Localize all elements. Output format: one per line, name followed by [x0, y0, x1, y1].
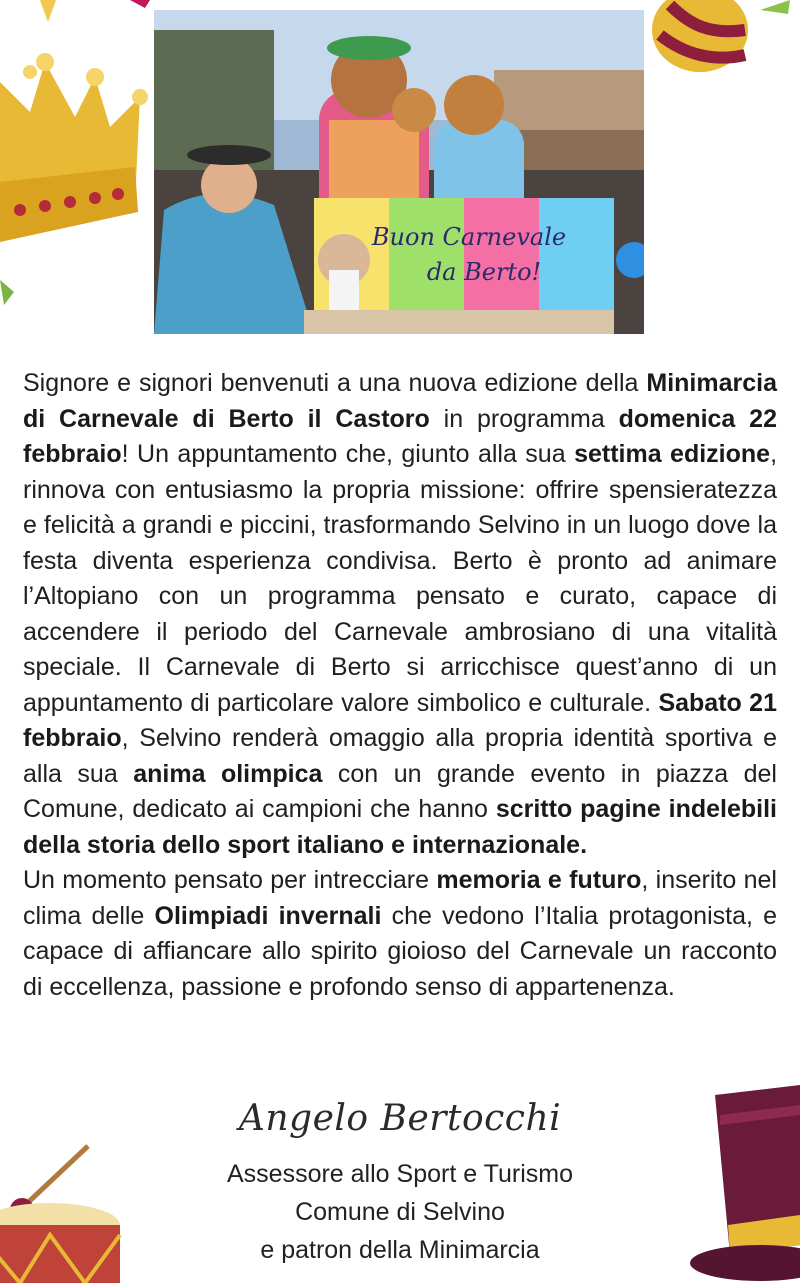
text-run: con un grande evento in piazza del Comune, dedicato ai campioni che hanno: [23, 759, 777, 823]
signature-role-line2: Comune di Selvino: [295, 1198, 505, 1226]
crown-icon: [0, 52, 150, 252]
signature-role-line1: Assessore allo Sport e Turismo: [227, 1160, 573, 1188]
drum-icon: [0, 1140, 150, 1283]
text-run: , Selvino renderà omaggio alla propria identità sportiva e alla sua: [23, 724, 777, 788]
text-run: ! Un appuntamento che, giunto alla sua: [121, 440, 575, 468]
text-run: , rinnova con entusiasmo la propria missione: offrire spensieratezza e felicità a grandi e piccini, trasformando Selvino in un luogo dove la festa diventa esperienza condivisa. Berto è pronto ad animare l’Altopiano con un programma pensato e curato, capace di accendere il periodo del Carnevale ambrosiano di una vitalità speciale. Il Carnevale di Berto si arricchisce quest’anno di un appuntamento di particolare valore simbolico e culturale.: [23, 440, 778, 717]
text-run-bold: Sabato 21 febbraio: [23, 688, 777, 752]
maraca-icon: [650, 0, 760, 80]
text-run-bold: Minimarcia di Carnevale di Berto il Castoro: [23, 369, 777, 433]
signature-name: Angelo Bertocchi: [238, 1098, 562, 1139]
text-run: che vedono l’Italia protagonista, e capace di affiancare allo spirito gioioso del Carnevale un racconto di eccellenza, passione e profondo senso di appartenenza.: [23, 901, 777, 1001]
text-run: Un momento pensato per intrecciare: [23, 866, 437, 894]
carnival-photo: [154, 10, 644, 334]
paragraph-1: [23, 366, 777, 863]
text-run-bold: memoria e futuro: [436, 866, 642, 894]
signature-role-line3: e patron della Minimarcia: [260, 1236, 540, 1264]
text-run-bold: Olimpiadi invernali: [154, 901, 382, 930]
banner-text-line1: Buon Carnevale: [371, 223, 567, 251]
text-run: , inserito nel clima delle: [23, 866, 777, 930]
text-run: in programma: [429, 404, 619, 433]
paragraph-2: [23, 863, 777, 1005]
text-run-bold: domenica 22 febbraio: [23, 404, 777, 468]
banner-text-line2: da Berto!: [426, 258, 542, 286]
text-run-bold: anima olimpica: [133, 759, 323, 788]
top-hat-icon: [690, 1085, 800, 1283]
text-run-bold: settima edizione: [574, 440, 771, 468]
article-body: [23, 366, 777, 1005]
text-run: Signore e signori benvenuti a una nuova edizione della: [23, 369, 647, 397]
text-run-bold: scritto pagine indelebili della storia dello sport italiano e internazionale.: [23, 795, 777, 859]
